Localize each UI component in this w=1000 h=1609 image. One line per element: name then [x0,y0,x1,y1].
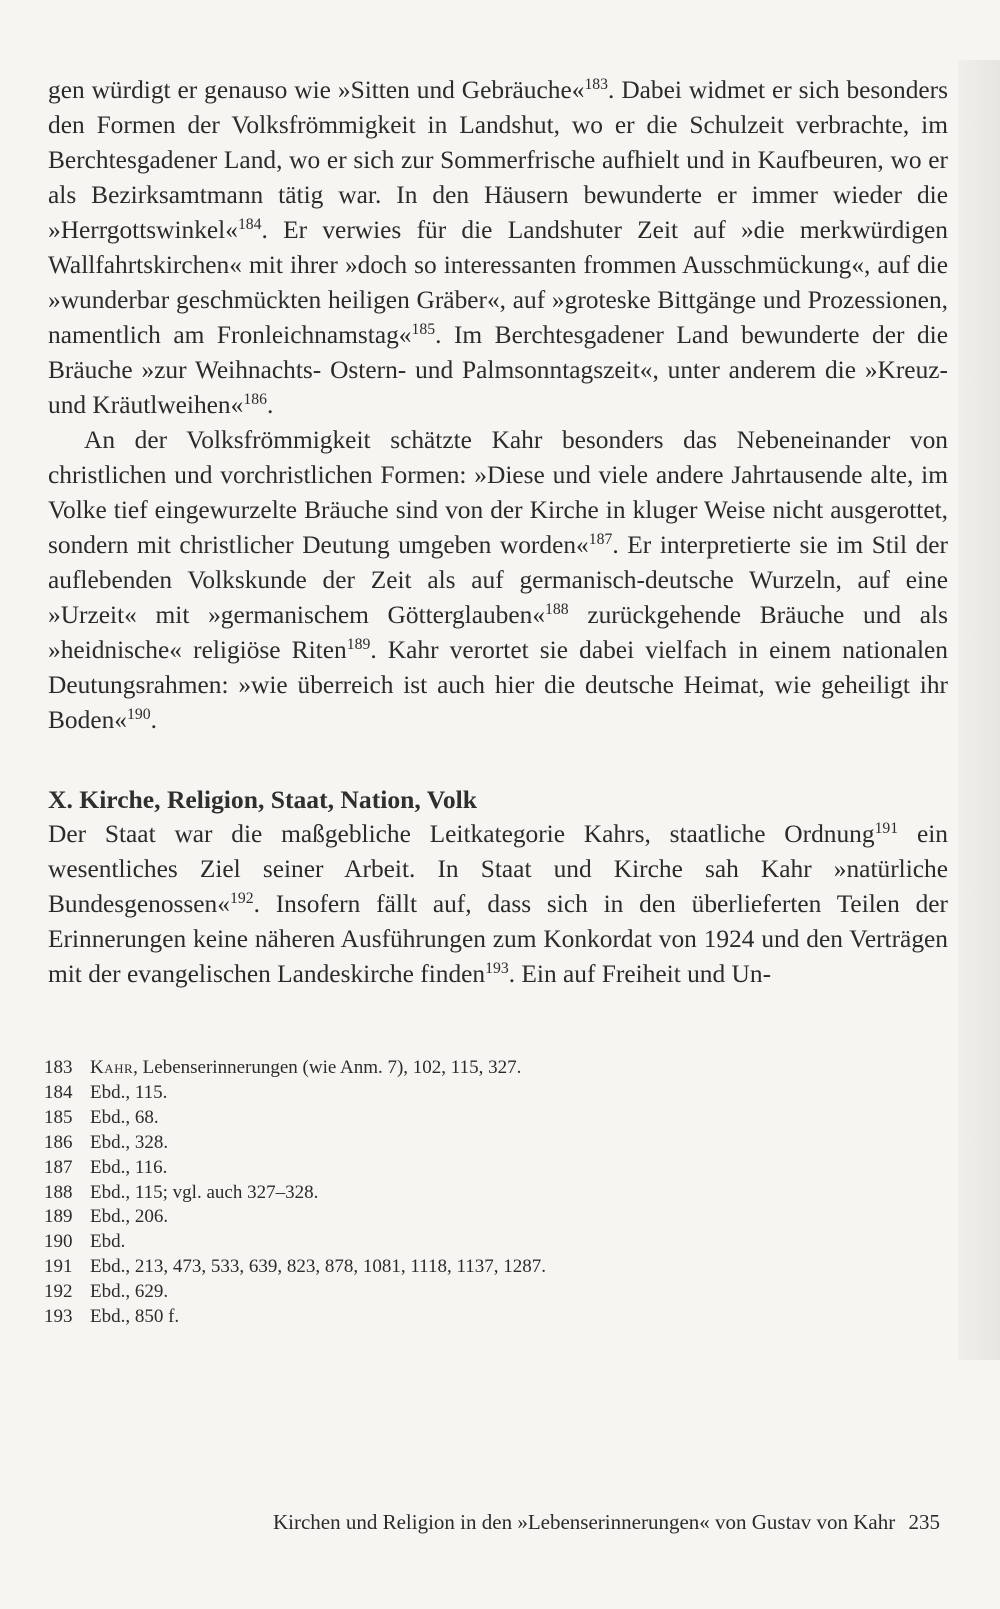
paragraph-2 [48,423,948,738]
text-run: . Im Berchtesgadener Land bewunderte der die Bräuche »zur Weihnachts- Ostern- und Palmsonntagszeit«, unter anderem die »Kreuz- und Kräutlweihen« [48,321,948,419]
footnote-number: 191 [44,1256,73,1278]
footnote-ref[interactable]: 191 [874,820,899,838]
footnote-number: 189 [44,1206,73,1228]
footnote-text: Ebd., 328. [90,1131,169,1153]
footnote-item [44,1181,844,1206]
footnote-text: Ebd., 850 f. [90,1306,180,1328]
footnote-text: Ebd., 206. [90,1206,169,1228]
footnote-number: 184 [44,1081,73,1103]
footnote-item [44,1056,844,1081]
footnote-text: Ebd., 115. [90,1081,168,1103]
footnote-text: Ebd. [90,1231,126,1253]
footnote-item [44,1131,844,1156]
footnote-text: Ebd., 68. [90,1106,159,1128]
text-run: . Er interpretierte sie im Stil der auflebenden Volkskunde der Zeit als auf germanisch-deutsche Wurzeln, auf eine »Urzeit« mit »germanischem Götterglauben« [48,531,949,629]
footnote-number: 193 [44,1306,73,1328]
footnote-ref[interactable]: 189 [346,636,371,654]
footnote-number: 183 [44,1057,73,1078]
footnote-number: 185 [44,1106,73,1128]
footnote-number: 190 [44,1231,73,1253]
footnote-number: 186 [44,1131,73,1153]
footnote-ref[interactable]: 186 [243,391,267,409]
main-text [48,73,948,992]
footnote-ref[interactable]: 192 [229,890,254,908]
footnote-text: Ebd., 629. [90,1281,169,1303]
footnotes [44,1056,844,1330]
footnote-ref[interactable]: 193 [485,960,509,978]
footnote-text: Ebd., 213, 473, 533, 639, 823, 878, 1081, 1118, 1137, 1287. [90,1256,546,1278]
text-run: . Ein auf Freiheit und Un- [508,960,772,988]
footnote-item [44,1230,844,1255]
text-run: . [150,706,157,734]
footnote-item [44,1081,844,1106]
text-run: . Dabei widmet er sich besonders den Formen der Volksfrömmigkeit in Landshut, wo er die Schulzeit verbrachte, im Berchtesgadener Land, wo er sich zur Sommerfrische aufhielt und in Kaufbeuren, wo er als Bezirksamtmann tätig war. In den Häusern bewunderte er immer wieder die »Herrgottswinkel« [48,76,948,244]
text-run: . Kahr verortet sie dabei vielfach in einem nationalen Deutungsrahmen: »wie überreich ist auch hier die deutsche Heimat, wie geheiligt ihr Boden« [48,636,949,734]
author-name: Kahr [90,1057,134,1078]
footnote-ref[interactable]: 183 [584,76,609,94]
text-run: . Er verwies für die Landshuter Zeit auf »die merkwürdigen Wallfahrtskirchen« mit ihrer »doch so interessanten frommen Ausschmückung«, auf die »wunderbar geschmückten heiligen Gräber«, auf »groteske Bittgänge und Prozessionen, namentlich am Fronleichnamstag« [48,216,948,349]
footnote-text: Ebd., 116. [90,1156,168,1178]
footnote-ref[interactable]: 188 [545,601,569,619]
footnote-ref[interactable]: 187 [588,531,613,549]
footnote-text: Ebd., 115; vgl. auch 327–328. [90,1181,319,1203]
footnote-item [44,1156,844,1181]
footnote-item [44,1255,844,1280]
running-footer [220,1510,940,1535]
footnote-ref[interactable]: 185 [411,321,436,339]
facing-page-edge [958,60,1000,1360]
running-title: Kirchen und Religion in den »Lebenserinnerungen« von Gustav von Kahr [272,1510,896,1534]
text-run: Der Staat war die maßgebliche Leitkategorie Kahrs, staatliche Ordnung [48,820,875,848]
footnote-number: 187 [44,1156,73,1178]
footnote-number: 188 [44,1181,73,1203]
text-run: An der Volksfrömmigkeit schätzte Kahr besonders das Nebeneinander von christlichen und vorchristlichen Formen: »Diese und viele andere Jahrtausende alte, im Volke tief eingewurzelte Bräuche sind von der Kirche in kluger Weise nicht ausgerottet, sondern mit christlicher Deutung umgeben worden« [48,426,948,559]
footnote-item [44,1305,844,1330]
footnote-ref[interactable]: 184 [237,216,262,234]
footnote-ref[interactable]: 190 [127,706,151,724]
text-run: . [266,391,274,419]
footnote-text: Kahr, Lebenserinnerungen (wie Anm. 7), 102, 115, 327. [90,1057,522,1078]
page-number: 235 [908,1510,940,1534]
footnote-item [44,1205,844,1230]
paragraph-1 [48,73,948,423]
text-run: gen würdigt er genauso wie »Sitten und Gebräuche« [48,76,585,104]
text-run: zurückgehende Bräuche und als »heidnische« religiöse Riten [48,601,948,664]
text-run: . Insofern fällt auf, dass sich in den überlieferten Teilen der Erinnerungen keine näheren Ausführungen zum Konkordat von 1924 und den Verträgen mit der evangelischen Landeskirche finden [48,890,948,988]
section-paragraph [48,817,948,992]
footnote-item [44,1106,844,1131]
section-heading: X. Kirche, Religion, Staat, Nation, Volk [48,785,477,814]
footnote-number: 192 [44,1281,73,1303]
text-run: ein wesentliches Ziel seiner Arbeit. In Staat und Kirche sah Kahr »natürliche Bundesgenossen« [48,820,948,918]
footnote-item [44,1280,844,1305]
